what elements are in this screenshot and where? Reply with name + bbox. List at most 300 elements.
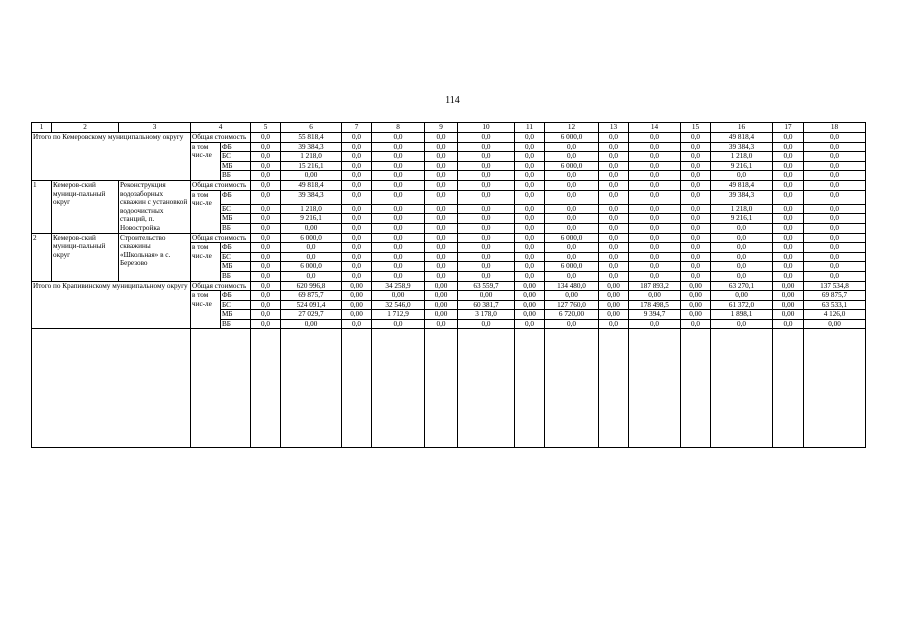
- value-cell: 0,0: [425, 319, 458, 329]
- value-cell: 0,0: [372, 262, 425, 272]
- value-cell: 0,0: [629, 252, 681, 262]
- value-cell: 9 216,1: [711, 214, 773, 224]
- header-cell: 8: [372, 123, 425, 133]
- value-cell: 0,0: [711, 271, 773, 281]
- empty-cell: [372, 329, 425, 448]
- value-cell: 0,0: [342, 319, 372, 329]
- value-cell: 0,0: [251, 152, 281, 162]
- value-cell: 0,0: [372, 171, 425, 181]
- value-cell: 0,0: [629, 180, 681, 190]
- budget-code: БС: [221, 204, 251, 214]
- value-cell: 0,0: [711, 262, 773, 272]
- value-cell: 0,0: [629, 233, 681, 243]
- value-cell: 0,0: [599, 252, 629, 262]
- row-number: 2: [32, 233, 52, 281]
- value-cell: 0,0: [251, 180, 281, 190]
- value-cell: 0,0: [804, 190, 866, 204]
- value-cell: 0,0: [251, 214, 281, 224]
- value-cell: 0,0: [804, 252, 866, 262]
- value-cell: 0,0: [545, 204, 599, 214]
- value-cell: 0,0: [545, 271, 599, 281]
- value-cell: 0,0: [372, 214, 425, 224]
- value-cell: 0,00: [515, 291, 545, 301]
- value-cell: 0,0: [515, 171, 545, 181]
- value-cell: 0,00: [681, 310, 711, 320]
- value-cell: 0,0: [515, 133, 545, 143]
- value-cell: 0,0: [458, 152, 515, 162]
- budget-code: БС: [221, 152, 251, 162]
- value-cell: 0,0: [804, 133, 866, 143]
- value-cell: 0,00: [342, 310, 372, 320]
- value-cell: 0,0: [251, 142, 281, 152]
- value-cell: 187 893,2: [629, 281, 681, 291]
- value-cell: 0,0: [804, 171, 866, 181]
- value-cell: 0,0: [681, 233, 711, 243]
- value-cell: 0,0: [251, 252, 281, 262]
- value-cell: 137 534,8: [804, 281, 866, 291]
- value-cell: 6 000,0: [545, 262, 599, 272]
- value-cell: 0,0: [773, 161, 804, 171]
- value-cell: 178 498,5: [629, 300, 681, 310]
- value-cell: 0,0: [425, 171, 458, 181]
- value-cell: 34 258,9: [372, 281, 425, 291]
- value-cell: 0,0: [251, 291, 281, 301]
- table-row: [32, 233, 866, 243]
- budget-code: БС: [221, 252, 251, 262]
- value-cell: 0,0: [545, 319, 599, 329]
- value-cell: 0,0: [545, 142, 599, 152]
- value-cell: 0,0: [629, 271, 681, 281]
- value-cell: 39 384,3: [711, 142, 773, 152]
- value-cell: 0,0: [251, 233, 281, 243]
- value-cell: 63 533,1: [804, 300, 866, 310]
- page-number: 114: [445, 95, 460, 106]
- value-cell: 0,0: [251, 300, 281, 310]
- value-cell: 0,0: [629, 161, 681, 171]
- value-cell: 0,0: [251, 133, 281, 143]
- value-cell: 0,00: [425, 300, 458, 310]
- value-cell: 0,0: [458, 319, 515, 329]
- including-label: в том чис-ле: [191, 142, 221, 180]
- header-cell: 14: [629, 123, 681, 133]
- value-cell: 0,0: [251, 281, 281, 291]
- value-cell: 6 000,0: [545, 233, 599, 243]
- header-cell: 5: [251, 123, 281, 133]
- budget-code: МБ: [221, 310, 251, 320]
- value-cell: 1 898,1: [711, 310, 773, 320]
- value-cell: 0,0: [425, 152, 458, 162]
- value-cell: 0,00: [599, 300, 629, 310]
- value-cell: 0,0: [545, 180, 599, 190]
- value-cell: 0,0: [681, 271, 711, 281]
- value-cell: 0,0: [425, 161, 458, 171]
- value-cell: 0,0: [804, 152, 866, 162]
- value-cell: 0,0: [599, 262, 629, 272]
- value-cell: 0,0: [425, 223, 458, 233]
- value-cell: 0,0: [629, 214, 681, 224]
- empty-cell: [681, 329, 711, 448]
- value-cell: 0,00: [515, 310, 545, 320]
- total-label: Общая стоимость: [191, 281, 251, 291]
- value-cell: 0,0: [372, 180, 425, 190]
- value-cell: 0,00: [681, 300, 711, 310]
- empty-row: [32, 329, 866, 448]
- value-cell: 0,0: [629, 171, 681, 181]
- empty-cell: [458, 329, 515, 448]
- empty-cell: [599, 329, 629, 448]
- budget-code: ВБ: [221, 171, 251, 181]
- value-cell: 0,0: [515, 142, 545, 152]
- value-cell: 0,0: [342, 223, 372, 233]
- value-cell: 0,0: [681, 190, 711, 204]
- value-cell: 0,0: [251, 161, 281, 171]
- header-cell: 4: [191, 123, 251, 133]
- value-cell: 0,0: [251, 204, 281, 214]
- budget-code: ВБ: [221, 223, 251, 233]
- value-cell: 32 546,0: [372, 300, 425, 310]
- value-cell: 0,0: [773, 223, 804, 233]
- value-cell: 0,0: [458, 214, 515, 224]
- header-cell: 6: [281, 123, 342, 133]
- value-cell: 0,00: [342, 291, 372, 301]
- value-cell: 0,0: [372, 152, 425, 162]
- budget-code: ВБ: [221, 271, 251, 281]
- header-cell: 15: [681, 123, 711, 133]
- budget-code: МБ: [221, 214, 251, 224]
- header-cell: 9: [425, 123, 458, 133]
- value-cell: 0,0: [629, 142, 681, 152]
- value-cell: 0,0: [372, 190, 425, 204]
- value-cell: 0,0: [804, 223, 866, 233]
- value-cell: 6 000,0: [281, 233, 342, 243]
- value-cell: 524 091,4: [281, 300, 342, 310]
- value-cell: 0,00: [681, 281, 711, 291]
- value-cell: 0,0: [599, 171, 629, 181]
- value-cell: 0,0: [711, 252, 773, 262]
- value-cell: 0,0: [804, 180, 866, 190]
- value-cell: 3 178,0: [458, 310, 515, 320]
- value-cell: 0,0: [773, 171, 804, 181]
- value-cell: 0,00: [711, 291, 773, 301]
- value-cell: 0,0: [681, 180, 711, 190]
- value-cell: 39 384,3: [281, 190, 342, 204]
- value-cell: 0,00: [515, 281, 545, 291]
- value-cell: 49 818,4: [711, 133, 773, 143]
- value-cell: 0,0: [629, 133, 681, 143]
- including-label: в том чис-ле: [191, 190, 221, 233]
- value-cell: 0,0: [599, 214, 629, 224]
- value-cell: 0,0: [545, 223, 599, 233]
- value-cell: 0,0: [711, 243, 773, 253]
- empty-cell: [711, 329, 773, 448]
- empty-cell: [804, 329, 866, 448]
- value-cell: 0,0: [773, 190, 804, 204]
- value-cell: 0,0: [773, 142, 804, 152]
- value-cell: 0,0: [599, 319, 629, 329]
- value-cell: 0,0: [599, 190, 629, 204]
- value-cell: 0,0: [681, 252, 711, 262]
- value-cell: 0,0: [681, 133, 711, 143]
- value-cell: 0,0: [425, 180, 458, 190]
- value-cell: 0,0: [342, 262, 372, 272]
- value-cell: 0,0: [458, 133, 515, 143]
- value-cell: 1 218,0: [281, 152, 342, 162]
- value-cell: 0,00: [681, 291, 711, 301]
- value-cell: 0,0: [711, 319, 773, 329]
- value-cell: 1 712,9: [372, 310, 425, 320]
- value-cell: 0,0: [599, 161, 629, 171]
- value-cell: 0,0: [629, 223, 681, 233]
- value-cell: 0,00: [545, 291, 599, 301]
- empty-cell: [251, 329, 281, 448]
- value-cell: 69 875,7: [281, 291, 342, 301]
- value-cell: 0,0: [251, 319, 281, 329]
- value-cell: 0,00: [425, 310, 458, 320]
- value-cell: 0,0: [425, 233, 458, 243]
- value-cell: 0,0: [515, 243, 545, 253]
- value-cell: 0,0: [515, 262, 545, 272]
- value-cell: 0,00: [599, 291, 629, 301]
- table-row: [32, 133, 866, 143]
- table-row: [32, 180, 866, 190]
- value-cell: 0,0: [515, 271, 545, 281]
- value-cell: 0,0: [599, 243, 629, 253]
- value-cell: 55 818,4: [281, 133, 342, 143]
- empty-cell: [629, 329, 681, 448]
- value-cell: 6 000,0: [545, 133, 599, 143]
- value-cell: 9 216,1: [281, 214, 342, 224]
- value-cell: 0,0: [599, 152, 629, 162]
- value-cell: 0,0: [599, 133, 629, 143]
- budget-code: МБ: [221, 262, 251, 272]
- value-cell: 0,0: [681, 152, 711, 162]
- value-cell: 0,0: [372, 252, 425, 262]
- empty-cell: [191, 329, 251, 448]
- value-cell: 0,0: [545, 252, 599, 262]
- value-cell: 0,0: [804, 233, 866, 243]
- value-cell: 0,00: [425, 281, 458, 291]
- value-cell: 0,0: [342, 133, 372, 143]
- value-cell: 0,0: [711, 223, 773, 233]
- empty-cell: [545, 329, 599, 448]
- value-cell: 0,0: [629, 190, 681, 204]
- value-cell: 0,00: [773, 281, 804, 291]
- value-cell: 0,0: [804, 204, 866, 214]
- value-cell: 0,0: [458, 252, 515, 262]
- budget-code: МБ: [221, 161, 251, 171]
- value-cell: 0,0: [515, 161, 545, 171]
- header-cell: 11: [515, 123, 545, 133]
- value-cell: 0,0: [773, 152, 804, 162]
- value-cell: 0,0: [342, 214, 372, 224]
- value-cell: 0,0: [773, 243, 804, 253]
- value-cell: 0,0: [804, 243, 866, 253]
- value-cell: 0,0: [251, 223, 281, 233]
- district-name: Кемеров-ский муници-пальный округ: [52, 233, 119, 281]
- value-cell: 0,0: [425, 133, 458, 143]
- value-cell: 0,0: [599, 180, 629, 190]
- value-cell: 49 818,4: [281, 180, 342, 190]
- value-cell: 0,0: [515, 204, 545, 214]
- value-cell: 0,0: [804, 262, 866, 272]
- value-cell: 0,0: [372, 233, 425, 243]
- value-cell: 0,0: [545, 214, 599, 224]
- value-cell: 0,0: [515, 190, 545, 204]
- value-cell: 0,0: [711, 171, 773, 181]
- header-cell: 2: [52, 123, 119, 133]
- value-cell: 0,0: [599, 142, 629, 152]
- value-cell: 0,0: [629, 262, 681, 272]
- value-cell: 0,0: [681, 161, 711, 171]
- value-cell: 1 218,0: [711, 152, 773, 162]
- value-cell: 0,0: [629, 152, 681, 162]
- value-cell: 0,0: [342, 271, 372, 281]
- table-row: [32, 281, 866, 291]
- value-cell: 0,00: [804, 319, 866, 329]
- value-cell: 0,0: [773, 271, 804, 281]
- value-cell: 0,0: [458, 190, 515, 204]
- block-name: Итого по Крапивинскому муниципальному округу: [32, 281, 191, 329]
- budget-code: ФБ: [221, 142, 251, 152]
- total-label: Общая стоимость: [191, 233, 251, 243]
- value-cell: 0,0: [251, 271, 281, 281]
- header-cell: 1: [32, 123, 52, 133]
- value-cell: 0,00: [773, 300, 804, 310]
- value-cell: 0,0: [681, 171, 711, 181]
- empty-cell: [425, 329, 458, 448]
- value-cell: 0,0: [773, 319, 804, 329]
- value-cell: 0,0: [342, 180, 372, 190]
- header-cell: 7: [342, 123, 372, 133]
- header-cell: 12: [545, 123, 599, 133]
- value-cell: 0,0: [629, 204, 681, 214]
- value-cell: 0,00: [281, 171, 342, 181]
- value-cell: 0,0: [515, 233, 545, 243]
- value-cell: 0,0: [342, 142, 372, 152]
- value-cell: 0,0: [342, 190, 372, 204]
- value-cell: 0,0: [773, 252, 804, 262]
- block-name: Итого по Кемеровскому муниципальному округу: [32, 133, 191, 181]
- value-cell: 0,0: [515, 214, 545, 224]
- value-cell: 0,0: [773, 180, 804, 190]
- header-cell: 18: [804, 123, 866, 133]
- value-cell: 0,0: [281, 243, 342, 253]
- value-cell: 0,0: [599, 223, 629, 233]
- value-cell: 0,0: [599, 204, 629, 214]
- budget-code: БС: [221, 300, 251, 310]
- including-label: в том чис-ле: [191, 291, 221, 329]
- value-cell: 0,00: [342, 281, 372, 291]
- value-cell: 0,0: [251, 243, 281, 253]
- value-cell: 0,0: [372, 223, 425, 233]
- value-cell: 0,0: [342, 204, 372, 214]
- budget-code: ВБ: [221, 319, 251, 329]
- value-cell: 0,0: [251, 262, 281, 272]
- header-cell: 16: [711, 123, 773, 133]
- value-cell: 0,0: [342, 243, 372, 253]
- budget-code: ФБ: [221, 243, 251, 253]
- value-cell: 0,0: [773, 262, 804, 272]
- total-label: Общая стоимость: [191, 133, 251, 143]
- value-cell: 0,0: [773, 233, 804, 243]
- value-cell: 0,0: [372, 133, 425, 143]
- value-cell: 0,00: [515, 300, 545, 310]
- value-cell: 6 000,0: [545, 161, 599, 171]
- value-cell: 0,0: [711, 233, 773, 243]
- value-cell: 0,0: [545, 152, 599, 162]
- value-cell: 0,0: [545, 171, 599, 181]
- value-cell: 0,0: [342, 161, 372, 171]
- empty-cell: [515, 329, 545, 448]
- value-cell: 0,0: [425, 271, 458, 281]
- financing-table: [31, 122, 866, 448]
- value-cell: 49 818,4: [711, 180, 773, 190]
- value-cell: 39 384,3: [281, 142, 342, 152]
- empty-cell: [342, 329, 372, 448]
- value-cell: 0,0: [372, 319, 425, 329]
- value-cell: 0,0: [773, 214, 804, 224]
- value-cell: 6 000,0: [281, 262, 342, 272]
- header-cell: 13: [599, 123, 629, 133]
- value-cell: 0,0: [281, 271, 342, 281]
- value-cell: 0,0: [515, 180, 545, 190]
- value-cell: 0,00: [342, 300, 372, 310]
- value-cell: 63 559,7: [458, 281, 515, 291]
- value-cell: 0,0: [458, 180, 515, 190]
- value-cell: 0,0: [281, 252, 342, 262]
- value-cell: 0,0: [515, 319, 545, 329]
- value-cell: 0,0: [599, 233, 629, 243]
- value-cell: 0,00: [425, 291, 458, 301]
- value-cell: 0,0: [629, 243, 681, 253]
- including-label: в том чис-ле: [191, 243, 221, 281]
- value-cell: 0,0: [342, 171, 372, 181]
- value-cell: 0,0: [545, 190, 599, 204]
- value-cell: 0,0: [681, 142, 711, 152]
- value-cell: 0,0: [515, 152, 545, 162]
- value-cell: 0,0: [372, 243, 425, 253]
- district-name: Кемеров-ский муници-пальный округ: [52, 180, 119, 233]
- value-cell: 60 381,7: [458, 300, 515, 310]
- header-row: [32, 123, 866, 133]
- value-cell: 0,0: [425, 204, 458, 214]
- value-cell: 0,00: [773, 310, 804, 320]
- value-cell: 6 720,00: [545, 310, 599, 320]
- header-cell: 3: [119, 123, 191, 133]
- value-cell: 0,0: [458, 243, 515, 253]
- value-cell: 0,0: [251, 171, 281, 181]
- value-cell: 9 216,1: [711, 161, 773, 171]
- header-cell: 10: [458, 123, 515, 133]
- value-cell: 0,00: [599, 310, 629, 320]
- value-cell: 0,0: [458, 223, 515, 233]
- value-cell: 0,00: [629, 291, 681, 301]
- value-cell: 0,0: [372, 271, 425, 281]
- value-cell: 0,0: [681, 223, 711, 233]
- value-cell: 0,0: [342, 233, 372, 243]
- value-cell: 0,0: [251, 190, 281, 204]
- value-cell: 0,0: [681, 243, 711, 253]
- value-cell: 0,0: [804, 214, 866, 224]
- value-cell: 0,00: [281, 319, 342, 329]
- empty-cell: [32, 329, 191, 448]
- value-cell: 0,0: [342, 252, 372, 262]
- value-cell: 0,0: [773, 133, 804, 143]
- value-cell: 0,0: [425, 214, 458, 224]
- value-cell: 15 216,1: [281, 161, 342, 171]
- budget-code: ФБ: [221, 190, 251, 204]
- value-cell: 127 760,0: [545, 300, 599, 310]
